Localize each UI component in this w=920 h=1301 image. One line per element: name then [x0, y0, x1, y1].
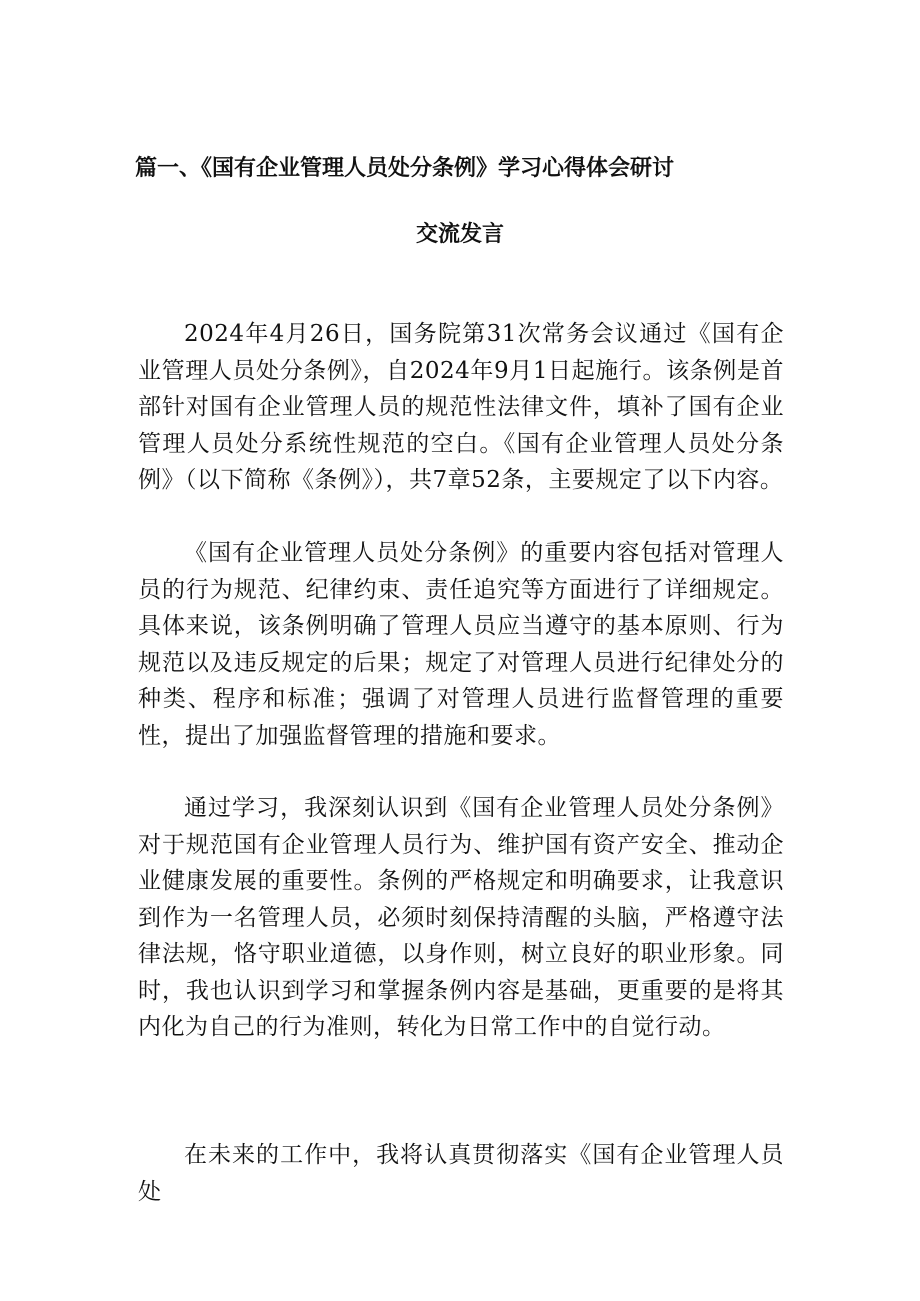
paragraph-text: 《国有企业管理人员处分条例》的重要内容包括对管理人员的行为规范、纪律约束、责任追究等方面进行了详细规定。具体来说，该条例明确了管理人员应当遵守的基本原则、行为规范以及违反规定的后果；规定了对管理人员进行纪律处分的种类、程序和标准；强调了对管理人员进行监督管理的重要性，提出了加强监督管理的措施和要求。 — [138, 540, 784, 749]
body-paragraph — [138, 790, 784, 1046]
paragraph-text: 通过学习，我深刻认识到《国有企业管理人员处分条例》对于规范国有企业管理人员行为、维护国有资产安全、推动企业健康发展的重要性。条例的严格规定和明确要求，让我意识到作为一名管理人员，必须时刻保持清醒的头脑，严格遵守法律法规，恪守职业道德，以身作则，树立良好的职业形象。同时，我也认识到学习和掌握条例内容是基础，更重要的是将其内化为自己的行为准则，转化为日常工作中的自觉行动。 — [138, 795, 784, 1040]
body-paragraph — [138, 535, 784, 754]
paragraph-text: 在未来的工作中，我将认真贯彻落实《国有企业管理人员处 — [138, 1142, 784, 1205]
document-title-continued: 交流发言 — [415, 222, 504, 247]
paragraph-text: 2024年4月26日，国务院第31次常务会议通过《国有企业管理人员处分条例》，自2024年9月1日起施行。该条例是首部针对国有企业管理人员的规范性法律文件，填补了国有企业管理人员处分系统性规范的空白。《国有企业管理人员处分条例》（以下简称《条例》），共7章52条，主要规定了以下内容。 — [138, 321, 784, 493]
body-paragraph — [138, 316, 784, 499]
body-paragraph — [138, 1137, 784, 1210]
document-title: 篇一、《国有企业管理人员处分条例》学习心得体会研讨 — [135, 156, 675, 181]
